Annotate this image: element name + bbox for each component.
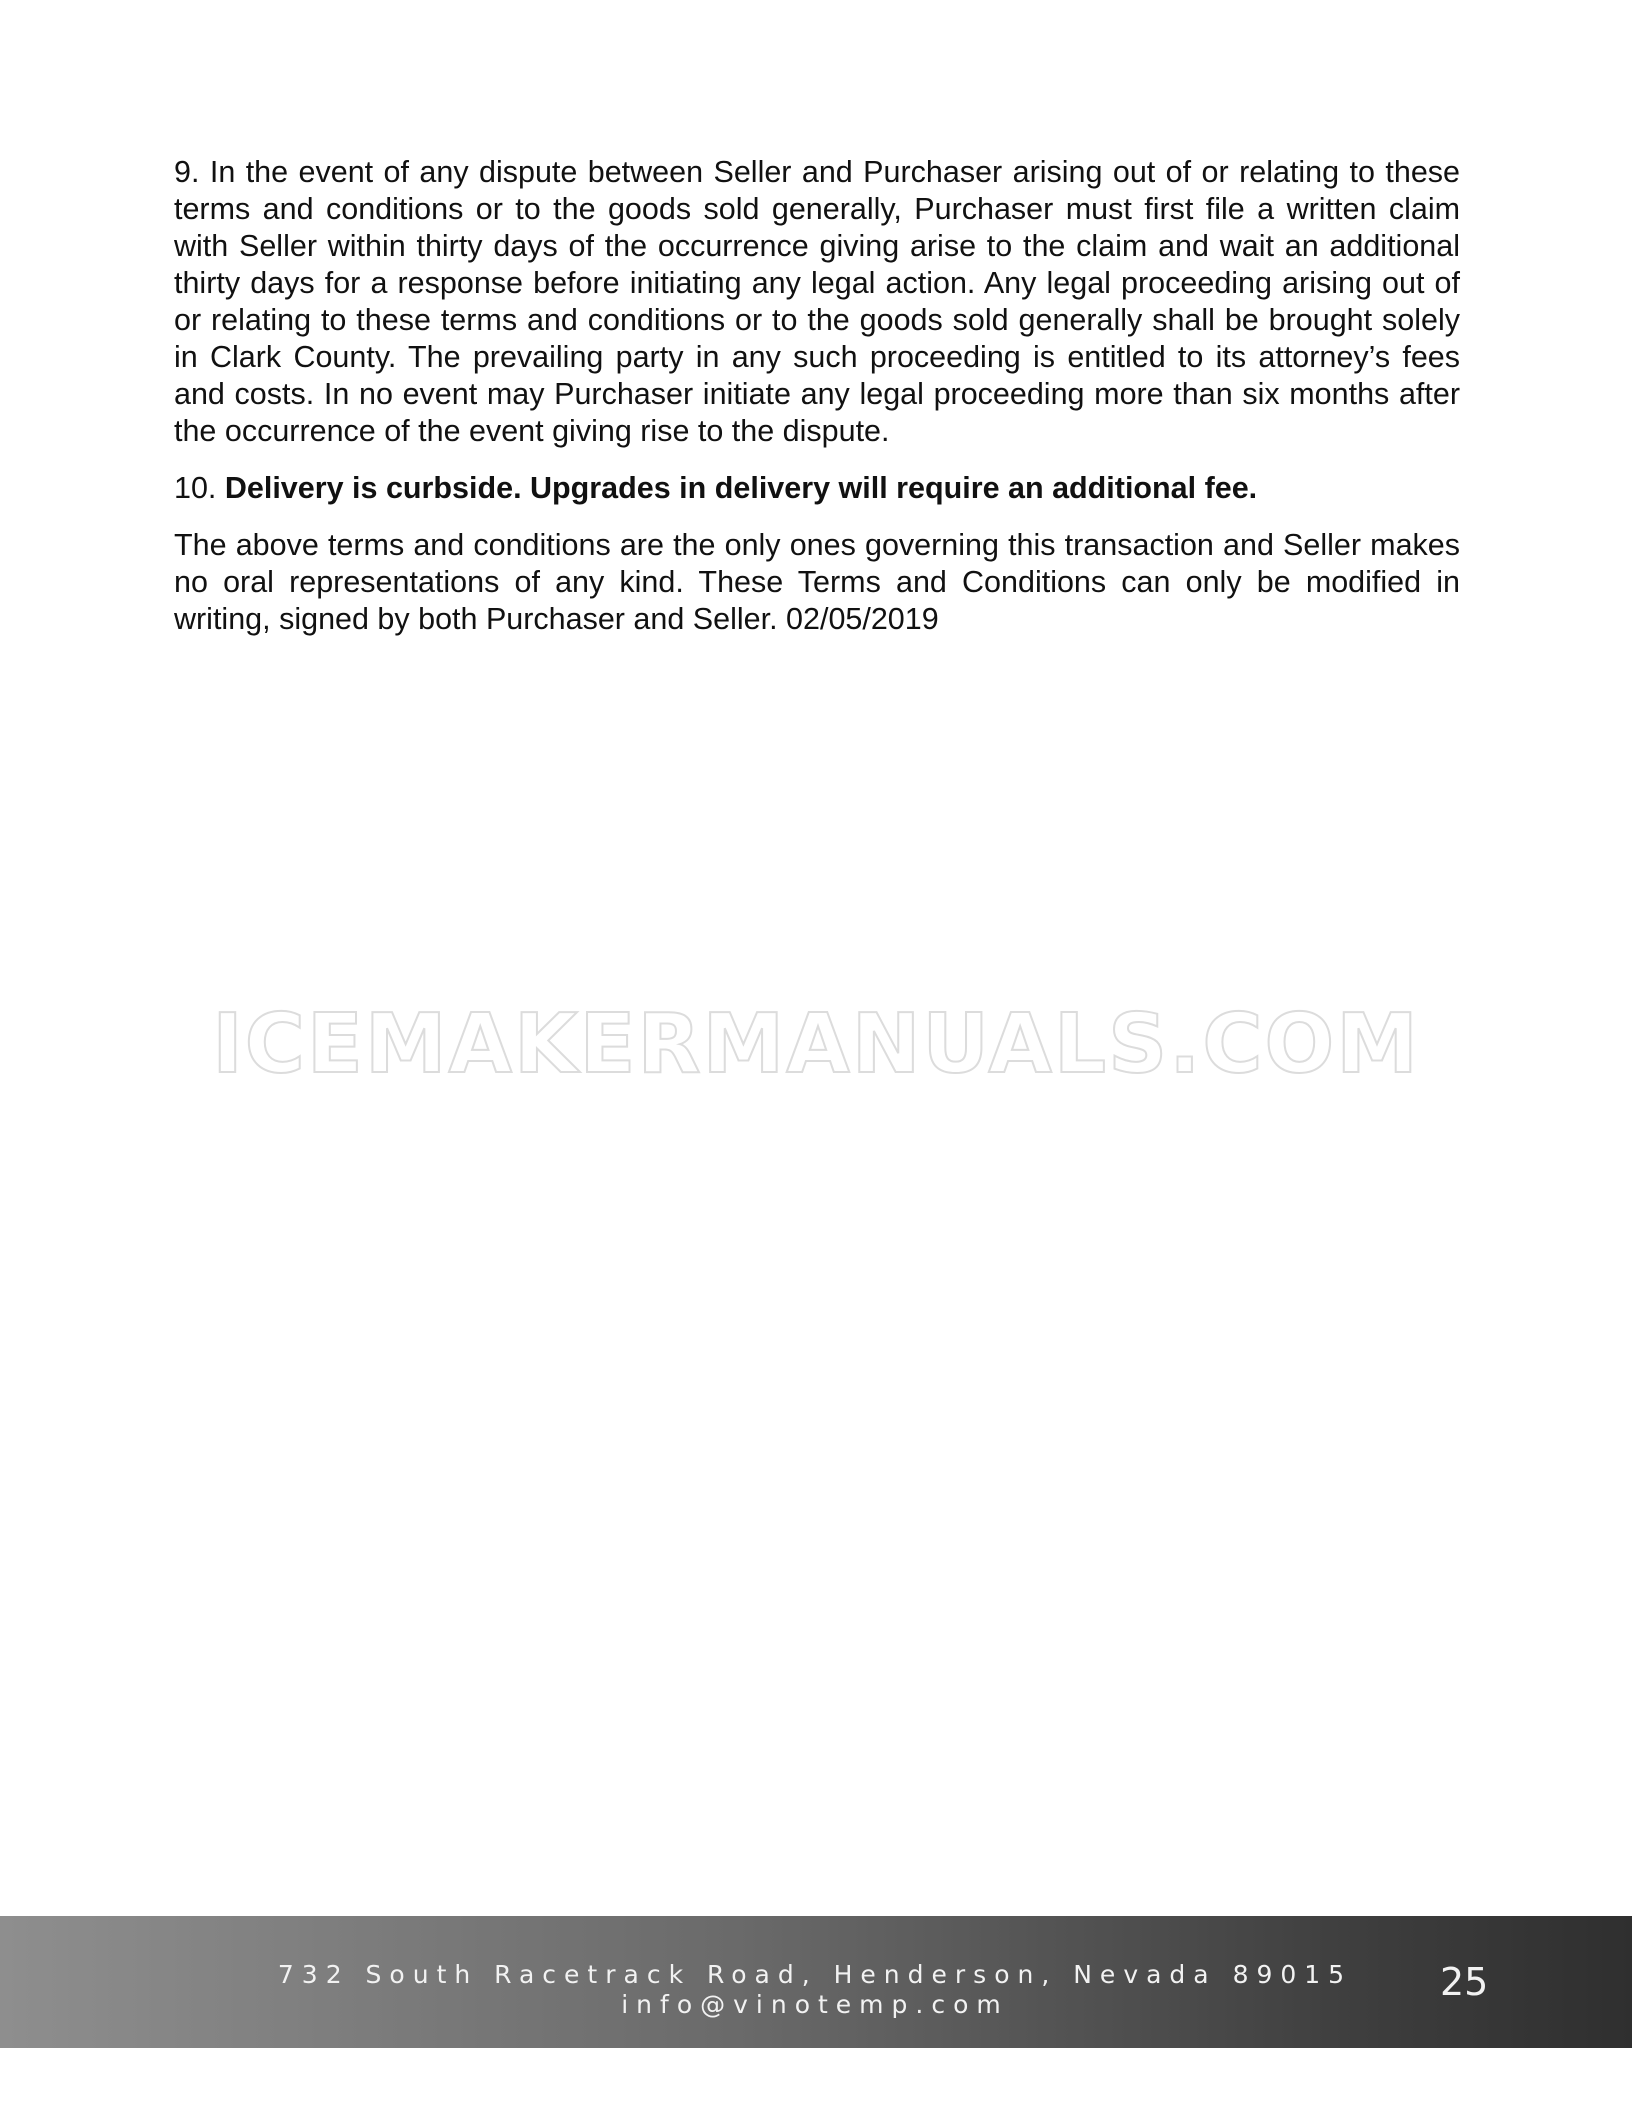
footer-email[interactable]: info@vinotemp.com xyxy=(621,1990,1009,2019)
page-number: 25 xyxy=(1440,1960,1489,2004)
paragraph-9: 9. In the event of any dispute between Seller and Purchaser arising out of or relating to these terms and conditions or to the goods sold generally, Purchaser must first file a written claim with Seller within thirty days of the occurrence giving arise to the claim and wait an additional thirty days for a response before initiating any legal action. Any legal proceeding arising out of or relating to these terms and conditions or to the goods sold generally shall be brought solely in Clark County. The prevailing party in any such proceeding is entitled to its attorney’s fees and costs. In no event may Purchaser initiate any legal proceeding more than six months after the occurrence of the event giving rise to the dispute. xyxy=(174,155,1460,448)
footer-bar xyxy=(0,1916,1632,2048)
paragraph-10-bold: Delivery is curbside. Upgrades in delivery will require an additional fee. xyxy=(224,471,1258,505)
watermark: ICEMAKERMANUALS.COM xyxy=(212,997,1420,1092)
closing-paragraph: The above terms and conditions are the only ones governing this transaction and Seller makes no oral representations of any kind. These Terms and Conditions can only be modified in writing, signed by both Purchaser and Seller. 02/05/2019 xyxy=(174,528,1460,636)
footer-address: 732 South Racetrack Road, Henderson, Nevada 89015 xyxy=(277,1960,1353,1989)
paragraph-10-number: 10. xyxy=(174,471,225,505)
terms-content xyxy=(174,154,1460,658)
paragraph-10 xyxy=(174,470,1460,507)
